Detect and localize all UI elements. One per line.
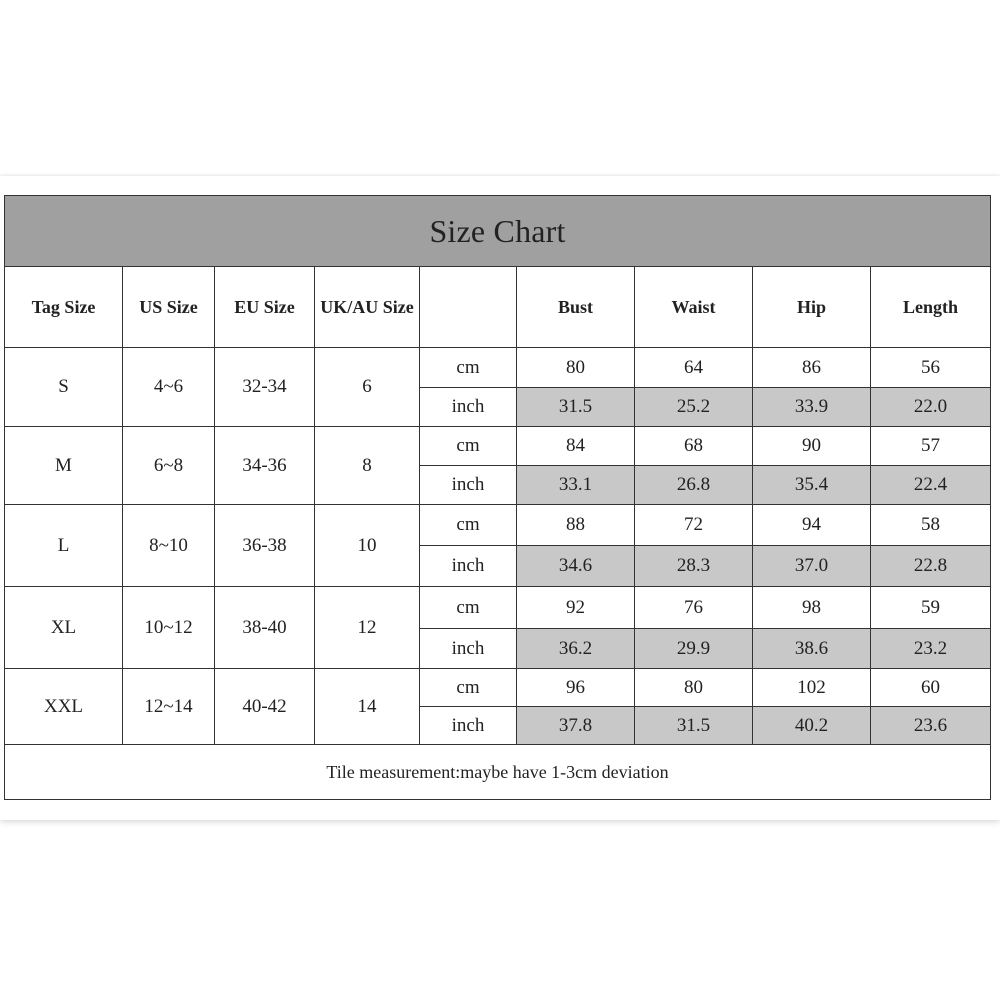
hip-cell: 33.9 [753,388,871,427]
footer-note: Tile measurement:maybe have 1-3cm deviation [5,745,991,800]
hip-cell: 40.2 [753,707,871,745]
hip-cell: 38.6 [753,629,871,669]
unit-label: inch [420,707,517,745]
uk-au-size-cell: 10 [315,505,420,587]
header-row [5,267,991,348]
length-cell: 23.6 [871,707,991,745]
table-row [5,348,991,388]
hip-cell: 94 [753,505,871,546]
waist-cell: 31.5 [635,707,753,745]
header-length: Length [871,267,991,348]
us-size-cell: 8~10 [123,505,215,587]
waist-cell: 72 [635,505,753,546]
uk-au-size-cell: 12 [315,587,420,669]
unit-label: inch [420,466,517,505]
length-cell: 22.4 [871,466,991,505]
us-size-cell: 4~6 [123,348,215,427]
length-cell: 57 [871,427,991,466]
unit-label: cm [420,505,517,546]
uk-au-size-cell: 8 [315,427,420,505]
tag-size-cell: L [5,505,123,587]
hip-cell: 37.0 [753,546,871,587]
bust-cell: 34.6 [517,546,635,587]
waist-cell: 26.8 [635,466,753,505]
hip-cell: 35.4 [753,466,871,505]
bust-cell: 33.1 [517,466,635,505]
waist-cell: 68 [635,427,753,466]
bust-cell: 37.8 [517,707,635,745]
unit-label: cm [420,348,517,388]
size-chart-table [4,195,991,800]
unit-label: cm [420,587,517,629]
footer-row [5,745,991,800]
table-row [5,669,991,707]
bust-cell: 92 [517,587,635,629]
bust-cell: 96 [517,669,635,707]
uk-au-size-cell: 6 [315,348,420,427]
length-cell: 23.2 [871,629,991,669]
eu-size-cell: 32-34 [215,348,315,427]
table-row [5,505,991,546]
header-tag-size: Tag Size [5,267,123,348]
bust-cell: 36.2 [517,629,635,669]
header-uk-au-size: UK/AU Size [315,267,420,348]
size-chart-card [0,176,1000,820]
length-cell: 22.0 [871,388,991,427]
unit-label: inch [420,388,517,427]
uk-au-size-cell: 14 [315,669,420,745]
tag-size-cell: XXL [5,669,123,745]
length-cell: 58 [871,505,991,546]
unit-label: inch [420,546,517,587]
bust-cell: 88 [517,505,635,546]
us-size-cell: 12~14 [123,669,215,745]
length-cell: 59 [871,587,991,629]
eu-size-cell: 36-38 [215,505,315,587]
length-cell: 22.8 [871,546,991,587]
waist-cell: 76 [635,587,753,629]
table-row [5,427,991,466]
tag-size-cell: S [5,348,123,427]
unit-label: cm [420,427,517,466]
hip-cell: 102 [753,669,871,707]
hip-cell: 86 [753,348,871,388]
waist-cell: 25.2 [635,388,753,427]
header-us-size: US Size [123,267,215,348]
bust-cell: 80 [517,348,635,388]
hip-cell: 90 [753,427,871,466]
length-cell: 56 [871,348,991,388]
eu-size-cell: 34-36 [215,427,315,505]
us-size-cell: 6~8 [123,427,215,505]
table-row [5,587,991,629]
bust-cell: 84 [517,427,635,466]
header-unit [420,267,517,348]
waist-cell: 28.3 [635,546,753,587]
unit-label: cm [420,669,517,707]
header-bust: Bust [517,267,635,348]
tag-size-cell: XL [5,587,123,669]
waist-cell: 29.9 [635,629,753,669]
waist-cell: 64 [635,348,753,388]
length-cell: 60 [871,669,991,707]
bust-cell: 31.5 [517,388,635,427]
eu-size-cell: 38-40 [215,587,315,669]
header-waist: Waist [635,267,753,348]
tag-size-cell: M [5,427,123,505]
eu-size-cell: 40-42 [215,669,315,745]
waist-cell: 80 [635,669,753,707]
hip-cell: 98 [753,587,871,629]
header-hip: Hip [753,267,871,348]
header-eu-size: EU Size [215,267,315,348]
us-size-cell: 10~12 [123,587,215,669]
chart-title: Size Chart [5,196,991,267]
unit-label: inch [420,629,517,669]
